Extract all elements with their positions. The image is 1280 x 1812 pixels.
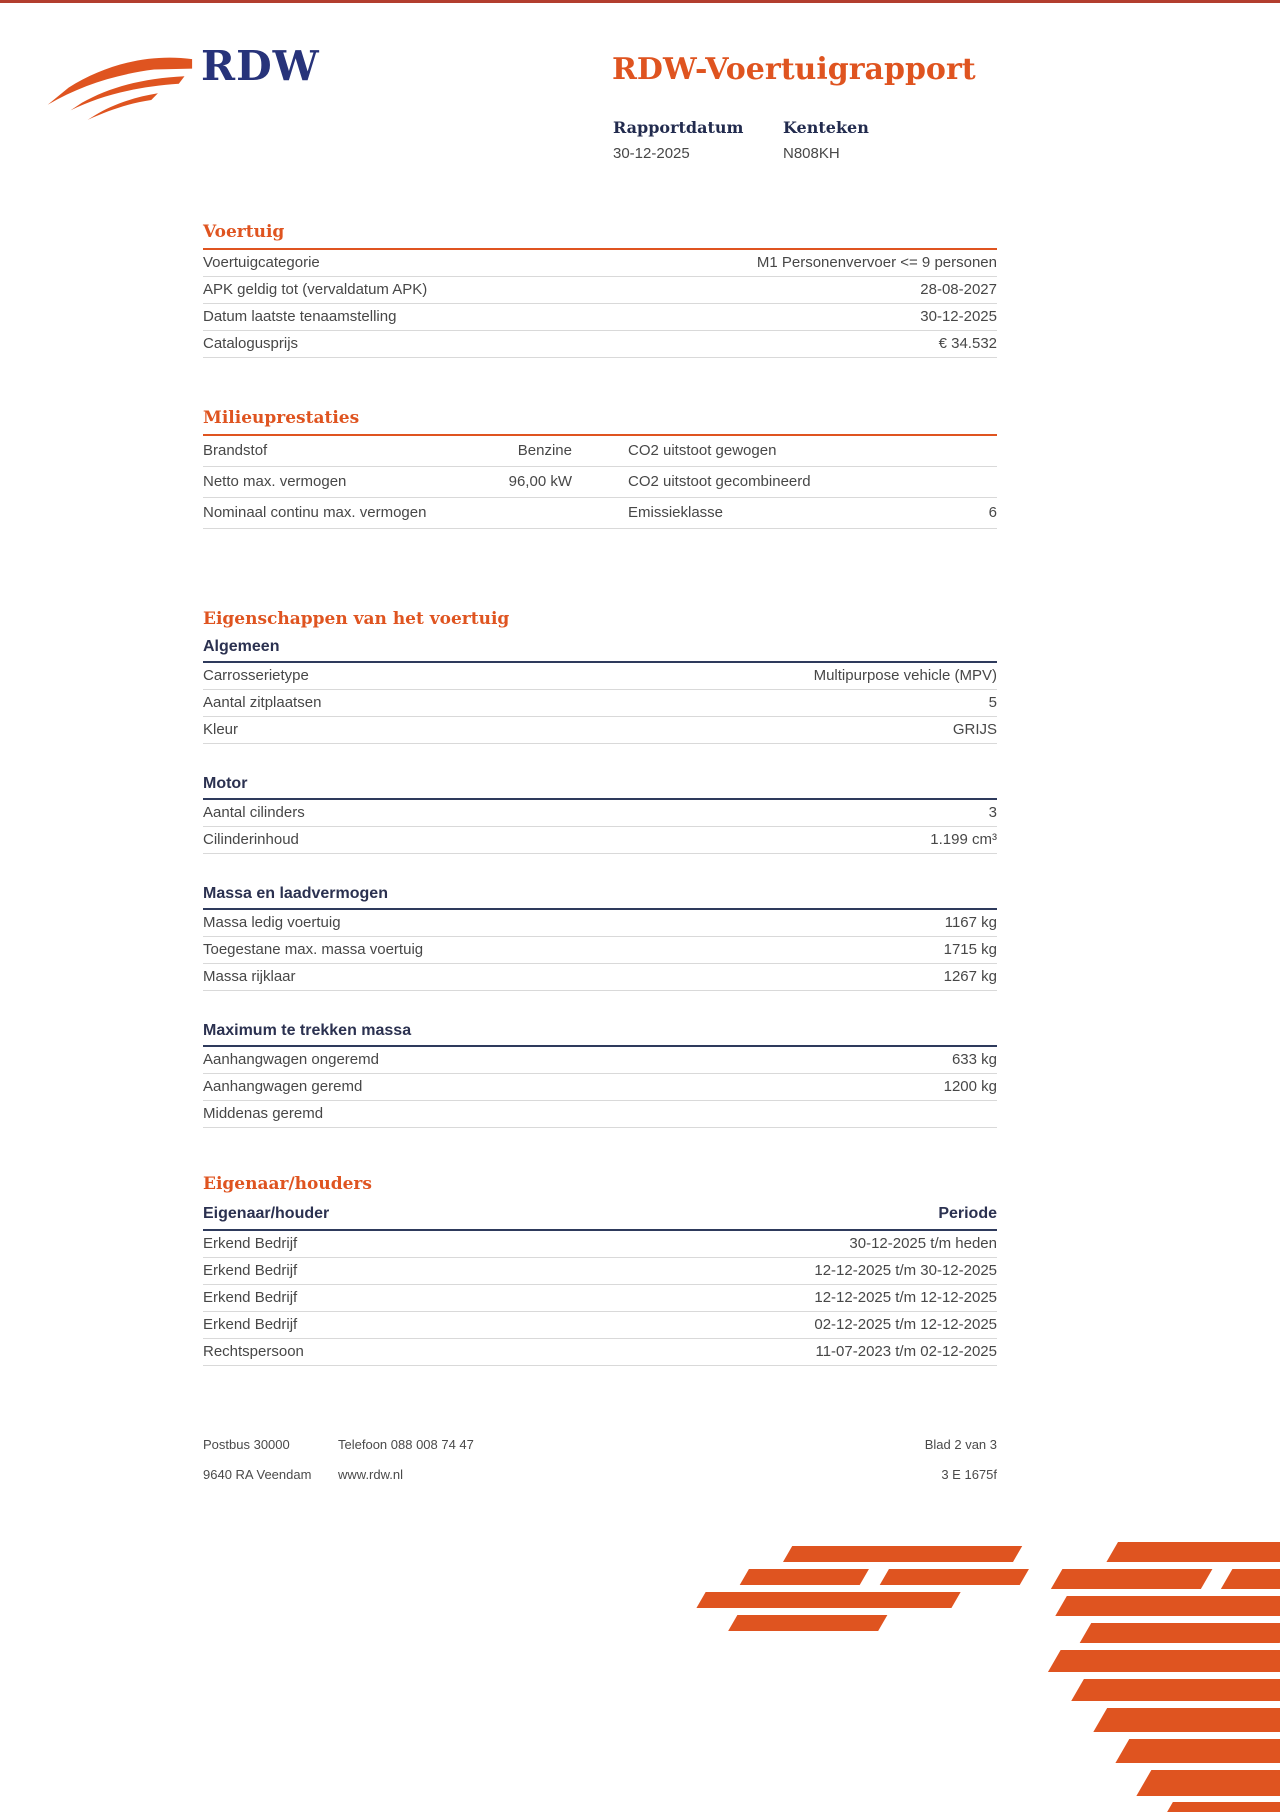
subsection-title-massa: Massa en laadvermogen — [203, 885, 997, 910]
row-label: Cilinderinhoud — [203, 831, 299, 848]
table-row — [203, 304, 997, 331]
row-label: Catalogusprijs — [203, 335, 299, 352]
row-value: 6 — [988, 504, 997, 521]
section-title-eigenaar: Eigenaar/houders — [203, 1174, 372, 1194]
page-footer — [203, 1437, 997, 1482]
footer-website: www.rdw.nl — [338, 1467, 404, 1482]
table-row — [203, 717, 997, 744]
rdw-wordmark: RDW — [201, 42, 320, 90]
row-label: Netto max. vermogen — [203, 473, 347, 490]
table-row — [203, 1074, 997, 1101]
row-label: Kleur — [203, 721, 239, 738]
table-row — [203, 498, 997, 529]
footer-doc-code: 3 E 1675f — [941, 1467, 997, 1482]
row-label: Aantal cilinders — [203, 804, 305, 821]
table-row — [203, 277, 997, 304]
table-row — [203, 331, 997, 358]
row-label: Toegestane max. massa voertuig — [203, 941, 424, 958]
section-eigenaar-houders — [203, 1174, 997, 1366]
report-date-label: Rapportdatum — [613, 118, 744, 137]
table-row — [203, 910, 997, 937]
section-title-milieuprestaties: Milieuprestaties — [203, 408, 997, 436]
table-row — [203, 800, 997, 827]
subsection-title-motor: Motor — [203, 775, 997, 800]
row-label: Carrosserietype — [203, 667, 309, 684]
table-row — [203, 1258, 997, 1285]
row-value: 3 — [988, 804, 997, 821]
row-value: Benzine — [517, 442, 572, 459]
row-value: 96,00 kW — [508, 473, 572, 490]
row-label: Massa rijklaar — [203, 968, 296, 985]
report-date-value: 30-12-2025 — [613, 145, 690, 162]
owner-type: Erkend Bedrijf — [203, 1262, 298, 1279]
table-row — [203, 1101, 997, 1128]
row-label: CO2 uitstoot gecombineerd — [628, 473, 811, 490]
owner-type: Erkend Bedrijf — [203, 1316, 298, 1333]
rdw-logo-icon — [42, 55, 194, 143]
page-top-edge — [0, 0, 1280, 3]
table-row — [203, 1312, 997, 1339]
section-milieuprestaties — [203, 408, 997, 529]
report-body — [203, 222, 997, 1366]
owner-period: 12-12-2025 t/m 12-12-2025 — [814, 1289, 997, 1306]
row-value: GRIJS — [952, 721, 997, 738]
row-label: Datum laatste tenaamstelling — [203, 308, 397, 325]
row-label: Brandstof — [203, 442, 268, 459]
owner-period: 11-07-2023 t/m 02-12-2025 — [815, 1343, 997, 1360]
report-meta — [613, 118, 869, 162]
license-plate-value: N808KH — [783, 145, 840, 162]
table-row — [203, 690, 997, 717]
owner-period: 02-12-2025 t/m 12-12-2025 — [814, 1316, 997, 1333]
table-row — [203, 1231, 997, 1258]
table-row — [203, 436, 997, 467]
footer-city: 9640 RA Veendam — [203, 1467, 312, 1482]
row-value: 633 kg — [951, 1051, 997, 1068]
page-title: RDW-Voertuigrapport — [612, 52, 976, 87]
column-header-eigenaar: Eigenaar/houder — [203, 1205, 330, 1222]
footer-postbus: Postbus 30000 — [203, 1437, 290, 1452]
row-label: Aantal zitplaatsen — [203, 694, 322, 711]
section-title-voertuig: Voertuig — [203, 222, 997, 250]
table-row — [203, 937, 997, 964]
section-voertuig — [203, 222, 997, 358]
row-label: APK geldig tot (vervaldatum APK) — [203, 281, 428, 298]
table-row — [203, 827, 997, 854]
row-value: 1715 kg — [943, 941, 997, 958]
subsection-title-trekken: Maximum te trekken massa — [203, 1022, 997, 1047]
row-value: 30-12-2025 — [920, 308, 997, 325]
subsection-title-algemeen: Algemeen — [203, 638, 997, 663]
decorative-stripes-icon — [648, 1536, 1280, 1812]
row-value: 28-08-2027 — [920, 281, 997, 298]
footer-page-number: Blad 2 van 3 — [924, 1437, 997, 1452]
row-label: Aanhangwagen geremd — [203, 1078, 363, 1095]
owner-period: 30-12-2025 t/m heden — [849, 1235, 997, 1252]
table-row — [203, 663, 997, 690]
column-header-periode: Periode — [938, 1205, 997, 1222]
section-title-eigenschappen: Eigenschappen van het voertuig — [203, 609, 510, 629]
row-label: Massa ledig voertuig — [203, 914, 341, 931]
footer-phone: Telefoon 088 008 74 47 — [338, 1437, 474, 1452]
table-header-row — [203, 1202, 997, 1231]
table-row — [203, 1285, 997, 1312]
table-row — [203, 964, 997, 991]
row-value: M1 Personenvervoer <= 9 personen — [756, 254, 997, 271]
row-label: Middenas geremd — [203, 1105, 324, 1122]
table-row — [203, 1047, 997, 1074]
row-value: € 34.532 — [938, 335, 997, 352]
row-label: Emissieklasse — [628, 504, 724, 521]
table-row — [203, 467, 997, 498]
row-label: Voertuigcategorie — [203, 254, 320, 271]
row-value: 1267 kg — [943, 968, 997, 985]
row-value: Multipurpose vehicle (MPV) — [813, 667, 997, 684]
row-value: 1200 kg — [943, 1078, 997, 1095]
row-label: Aanhangwagen ongeremd — [203, 1051, 379, 1068]
owner-period: 12-12-2025 t/m 30-12-2025 — [814, 1262, 997, 1279]
owner-type: Rechtspersoon — [203, 1343, 304, 1360]
row-value: 1.199 cm³ — [930, 831, 997, 848]
owner-type: Erkend Bedrijf — [203, 1289, 298, 1306]
row-value: 5 — [988, 694, 997, 711]
table-row — [203, 1339, 997, 1366]
table-row — [203, 250, 997, 277]
section-eigenschappen — [203, 609, 997, 1128]
row-label: CO2 uitstoot gewogen — [628, 442, 777, 459]
row-label: Nominaal continu max. vermogen — [203, 504, 427, 521]
license-plate-label: Kenteken — [783, 118, 869, 137]
row-value: 1167 kg — [944, 914, 997, 931]
owner-type: Erkend Bedrijf — [203, 1235, 298, 1252]
